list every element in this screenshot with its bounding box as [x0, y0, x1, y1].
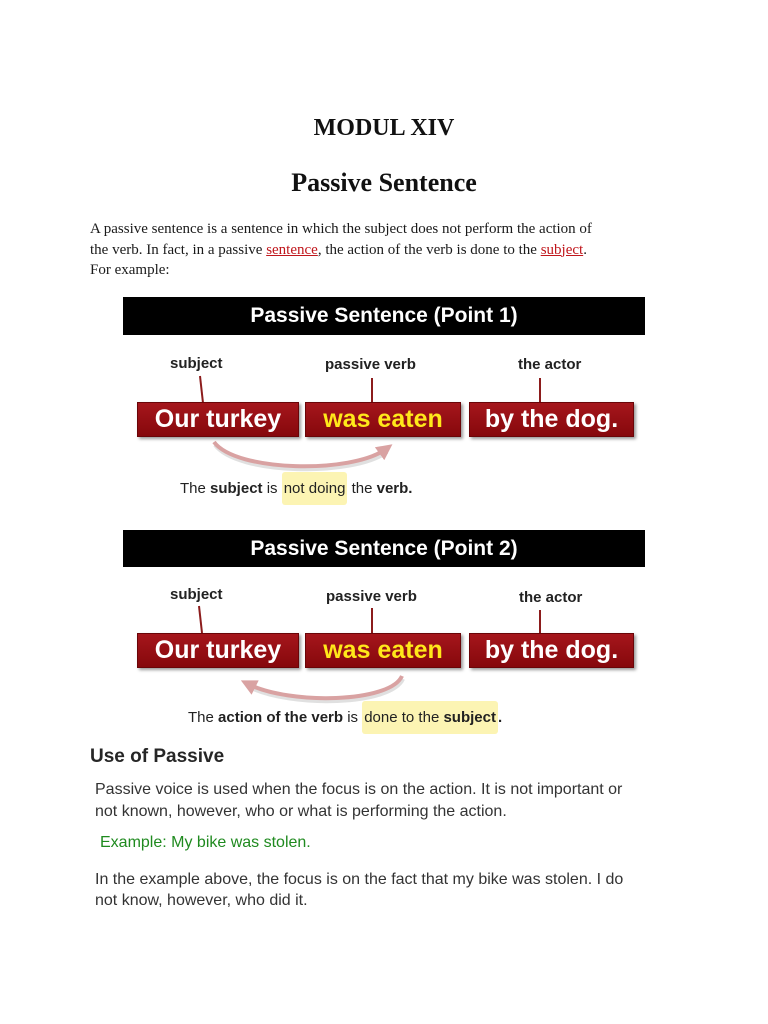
topic-title: Passive Sentence [291, 168, 477, 197]
caption-text: is [343, 709, 363, 726]
explanation-line-1: Passive voice is used when the focus is on the action. It is not important or [95, 781, 623, 798]
sentence-link[interactable]: sentence [266, 241, 318, 258]
diagram-2-header: Passive Sentence (Point 2) [123, 530, 645, 567]
subject-box: Our turkey [137, 633, 299, 668]
subject-link[interactable]: subject [540, 241, 584, 258]
follow-up-line-1: In the example above, the focus is on the fact that my bike was stolen. I do [95, 871, 624, 888]
passive-verb-label: passive verb [325, 356, 416, 373]
passive-verb-label: passive verb [326, 588, 417, 605]
example-sentence: Example: My bike was stolen. [100, 834, 311, 851]
actor-box: by the dog. [469, 633, 634, 668]
actor-label: the actor [519, 589, 583, 606]
follow-up-line-2: not know, however, who did it. [95, 892, 308, 909]
caption-bold: subject [210, 480, 263, 497]
caption-highlight: not doing [282, 472, 348, 505]
caption-text: is [262, 480, 282, 497]
caption-text: The [188, 709, 219, 726]
intro-text: , the action of the verb is done to the [317, 241, 541, 258]
intro-line-3: For example: [90, 262, 170, 278]
caption-bold: action of the verb [218, 709, 344, 726]
actor-box: by the dog. [469, 402, 634, 437]
caption-bold: verb. [376, 480, 413, 497]
subject-pointer-1 [200, 376, 203, 403]
subject-box: Our turkey [137, 402, 299, 437]
intro-line-1: A passive sentence is a sentence in which the subject does not perform the action of [90, 221, 592, 237]
subject-label: subject [170, 355, 223, 372]
explanation-line-2: not known, however, who or what is performing the action. [95, 803, 507, 820]
caption-text: The [180, 480, 211, 497]
subject-pointer-2 [199, 606, 202, 633]
caption-text: done to the [364, 709, 444, 726]
intro-text: . [583, 241, 587, 258]
caption-bold: subject [443, 709, 496, 726]
intro-text: the verb. In fact, in a passive [90, 241, 267, 258]
verb-box: was eaten [305, 633, 461, 668]
caption-bold: . [497, 709, 503, 726]
module-title: MODUL XIV [313, 115, 455, 141]
actor-label: the actor [518, 356, 582, 373]
diagram-2-caption [188, 708, 502, 728]
caption-text: the [347, 480, 377, 497]
caption-highlight [362, 701, 498, 734]
verb-box: was eaten [305, 402, 461, 437]
subject-label: subject [170, 586, 223, 603]
diagram-1-header: Passive Sentence (Point 1) [123, 297, 645, 335]
section-heading: Use of Passive [90, 746, 225, 767]
diagram-1-caption [180, 479, 412, 499]
